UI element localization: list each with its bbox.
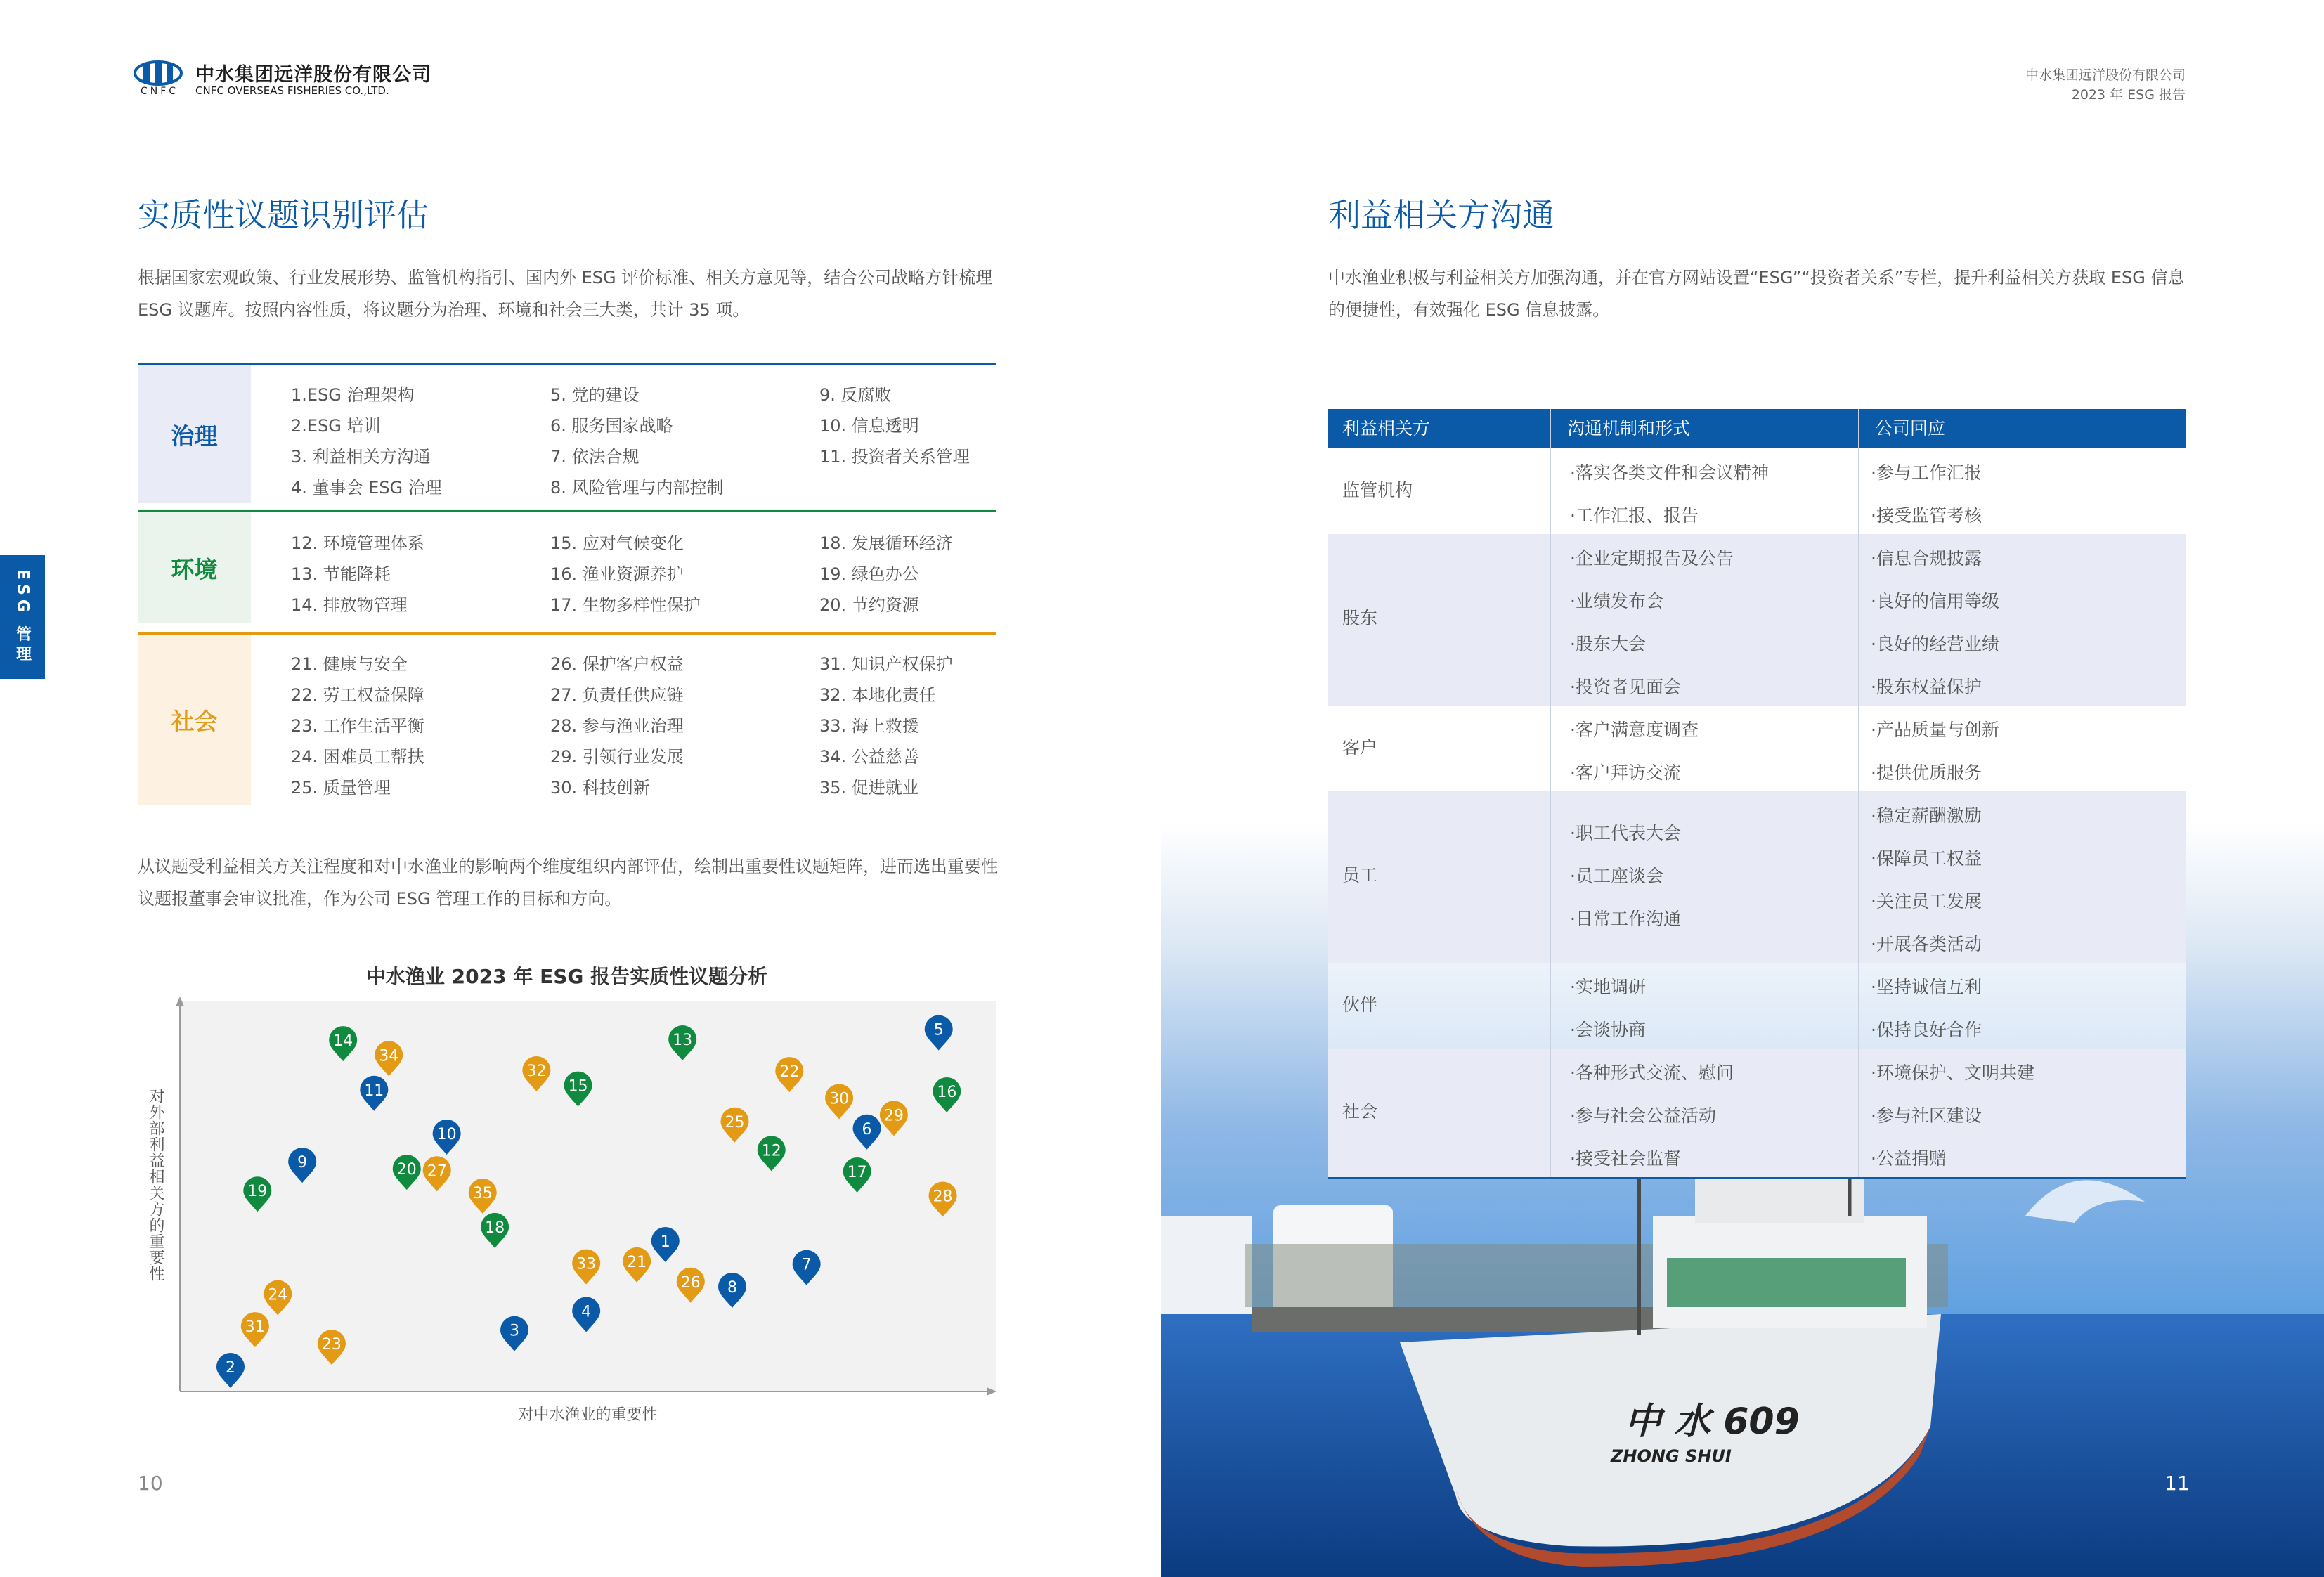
issue-pin-label: 27 (427, 1162, 447, 1181)
issue-pin-label: 35 (472, 1184, 493, 1202)
response-item: ·保持良好合作 (1871, 1020, 1982, 1040)
mechanism-item: ·实地调研 (1570, 977, 1646, 997)
issue-pin-label: 7 (801, 1256, 812, 1274)
column-header-mechanism: 沟通机制和形式 (1567, 418, 1691, 439)
response-item: ·保障员工权益 (1871, 848, 1982, 869)
issue-item: 17. 生物多样性保护 (550, 595, 701, 615)
stakeholder-table (1328, 409, 2186, 1182)
issue-pin-label: 9 (297, 1154, 308, 1172)
stakeholder-intro: 中水渔业积极与利益相关方加强沟通，并在官方网站设置“ESG”“投资者关系”专栏，提升利益相关方获取 ESG 信息的便捷性，有效强化 ESG 信息披露。 (1328, 268, 2185, 320)
table-row (1328, 791, 2186, 963)
issue-item: 28. 参与渔业治理 (550, 716, 684, 736)
company-name-en: CNFC OVERSEAS FISHERIES CO.,LTD. (195, 84, 389, 97)
stakeholder-name: 伙伴 (1342, 994, 1378, 1015)
header-company: 中水集团远洋股份有限公司 (2025, 67, 2186, 83)
stakeholder-name: 监管机构 (1342, 480, 1413, 500)
issue-item: 32. 本地化责任 (819, 685, 936, 705)
issue-item: 15. 应对气候变化 (550, 533, 684, 553)
chart-y-label: 对外部利益相关方的重要性 (147, 1088, 164, 1282)
category-environment: 环境 (138, 512, 251, 623)
mechanism-item: ·客户满意度调查 (1570, 720, 1699, 740)
chart-title: 中水渔业 2023 年 ESG 报告实质性议题分析 (365, 965, 768, 988)
issue-item: 14. 排放物管理 (291, 595, 408, 615)
issue-item: 21. 健康与安全 (291, 654, 408, 674)
issue-item: 3. 利益相关方沟通 (291, 447, 431, 467)
issue-item: 35. 促进就业 (819, 778, 919, 798)
y-axis-arrow-icon (176, 997, 184, 1006)
issue-pin-label: 24 (268, 1286, 288, 1304)
issue-pin-label: 18 (485, 1219, 505, 1237)
table-row (1328, 706, 2186, 791)
issue-item: 13. 节能降耗 (291, 564, 391, 584)
matrix-intro: 从议题受利益相关方关注程度和对中水渔业的影响两个维度组织内部评估，绘制出重要性议题矩阵，进而选出重要性议题报董事会审议批准，作为公司 ESG 管理工作的目标和方向。 (138, 857, 998, 909)
response-item: ·关注员工发展 (1871, 891, 1982, 911)
issue-pin-label: 31 (245, 1318, 265, 1337)
x-axis-arrow-icon (987, 1387, 997, 1396)
page-number-left: 10 (138, 1472, 163, 1495)
mechanism-item: ·股东大会 (1570, 634, 1646, 654)
mechanism-item: ·工作汇报、报告 (1570, 505, 1699, 526)
issue-pin-label: 20 (396, 1161, 417, 1179)
issue-item: 7. 依法合规 (550, 447, 640, 467)
chart-x-label: 对中水渔业的重要性 (518, 1406, 658, 1424)
response-item: ·参与工作汇报 (1871, 462, 1982, 483)
issue-item: 8. 风险管理与内部控制 (550, 478, 724, 498)
issue-item: 20. 节约资源 (819, 595, 919, 615)
mechanism-item: ·会谈协商 (1570, 1020, 1646, 1040)
issue-pin-label: 17 (847, 1163, 867, 1181)
mechanism-item: ·业绩发布会 (1570, 591, 1663, 611)
stakeholder-name: 股东 (1342, 608, 1378, 628)
response-item: ·稳定薪酬激励 (1871, 805, 1982, 826)
response-item: ·股东权益保护 (1871, 677, 1982, 697)
issue-pin-label: 22 (779, 1063, 800, 1082)
page-title-materiality: 实质性议题识别评估 (138, 196, 429, 234)
section-side-tab[interactable]: ESG 管理 (0, 555, 45, 679)
issue-item: 24. 困难员工帮扶 (291, 747, 424, 767)
page-title-stakeholder: 利益相关方沟通 (1328, 196, 1554, 234)
issue-item: 18. 发展循环经济 (819, 533, 953, 553)
mechanism-item: ·企业定期报告及公告 (1570, 548, 1734, 569)
materiality-intro: 根据国家宏观政策、行业发展形势、监管机构指引、国内外 ESG 评价标准、相关方意见等，结合公司战略方针梳理 ESG 议题库。按照内容性质，将议题分为治理、环境和社会三大类，共计 35 项。 (138, 268, 993, 320)
issue-pin-label: 4 (581, 1303, 592, 1321)
stakeholder-name: 客户 (1342, 737, 1378, 758)
issue-pin-label: 30 (829, 1090, 850, 1108)
issue-item: 34. 公益慈善 (819, 747, 919, 767)
category-society: 社会 (138, 635, 251, 805)
table-row (1328, 448, 2186, 534)
issue-item: 22. 劳工权益保障 (291, 685, 424, 705)
issue-pin-label: 1 (660, 1233, 670, 1251)
issue-pin-label: 11 (364, 1082, 384, 1100)
issue-item: 16. 渔业资源养护 (550, 564, 684, 584)
issue-pin-label: 5 (933, 1021, 944, 1039)
issue-pin-label: 15 (568, 1077, 588, 1096)
issue-item: 30. 科技创新 (550, 778, 650, 798)
issue-pin-label: 32 (526, 1062, 547, 1080)
stakeholder-name: 员工 (1342, 865, 1378, 885)
column-header-stakeholder: 利益相关方 (1342, 418, 1431, 439)
response-item: ·环境保护、文明共建 (1871, 1063, 2034, 1083)
issue-pin-label: 2 (225, 1358, 235, 1377)
issue-pin-label: 8 (727, 1278, 737, 1297)
mechanism-item: ·落实各类文件和会议精神 (1570, 462, 1769, 483)
logo-abbreviation: CNFC (141, 86, 179, 97)
issue-pin-label: 19 (247, 1183, 268, 1201)
issue-item: 26. 保护客户权益 (550, 654, 684, 674)
issue-item: 33. 海上救援 (819, 716, 919, 736)
issue-item: 25. 质量管理 (291, 778, 391, 798)
response-item: ·接受监管考核 (1871, 505, 1982, 526)
category-governance: 治理 (138, 365, 251, 503)
issue-item: 1.ESG 治理架构 (291, 385, 415, 405)
response-item: ·良好的经营业绩 (1871, 634, 1999, 654)
issue-item: 19. 绿色办公 (819, 564, 919, 584)
column-header-response: 公司回应 (1875, 418, 1946, 439)
issue-item: 10. 信息透明 (819, 416, 919, 436)
stakeholder-name: 社会 (1342, 1101, 1378, 1122)
issue-item: 29. 引领行业发展 (550, 747, 684, 767)
column-divider (1550, 409, 1551, 1177)
ship-hull-number: 中 水 609 (1625, 1401, 1800, 1443)
response-item: ·参与社区建设 (1871, 1105, 1982, 1126)
issue-pin-label: 25 (725, 1113, 745, 1131)
issue-pin-label: 3 (509, 1322, 520, 1340)
column-divider (1858, 409, 1859, 1177)
issue-pin-label: 13 (673, 1032, 693, 1050)
issue-item: 12. 环境管理体系 (291, 533, 424, 553)
issue-pin-label: 34 (379, 1047, 399, 1065)
issue-pin-label: 14 (333, 1032, 353, 1051)
issue-item: 23. 工作生活平衡 (291, 716, 424, 736)
issue-pin-label: 10 (436, 1126, 457, 1144)
response-item: ·良好的信用等级 (1871, 591, 1999, 611)
issue-pin-label: 26 (680, 1273, 701, 1292)
issue-pin-label: 28 (933, 1188, 953, 1206)
issue-pin-label: 23 (321, 1336, 342, 1354)
mechanism-item: ·客户拜访交流 (1570, 762, 1681, 783)
table-row (1328, 963, 2186, 1049)
company-name-cn: 中水集团远洋股份有限公司 (195, 64, 431, 86)
mechanism-item: ·接受社会监督 (1570, 1148, 1681, 1169)
mechanism-item: ·职工代表大会 (1570, 823, 1681, 843)
table-row (1328, 1049, 2186, 1179)
issue-pin-label: 33 (576, 1255, 597, 1273)
issue-item: 6. 服务国家战略 (550, 416, 673, 436)
header-report-year: 2023 年 ESG 报告 (2071, 87, 2186, 103)
mechanism-item: ·日常工作沟通 (1570, 909, 1681, 929)
response-item: ·信息合规披露 (1871, 548, 1982, 569)
response-item: ·产品质量与创新 (1871, 720, 1999, 740)
response-item: ·开展各类活动 (1871, 934, 1982, 954)
issue-pin-label: 6 (862, 1120, 872, 1138)
table-header-row (1328, 409, 2186, 448)
issue-item: 5. 党的建设 (550, 385, 640, 405)
mechanism-item: ·投资者见面会 (1570, 677, 1681, 697)
page-number-right: 11 (2164, 1472, 2190, 1495)
issue-pin-label: 21 (627, 1253, 647, 1271)
issue-item: 9. 反腐败 (819, 385, 892, 405)
response-item: ·坚持诚信互利 (1871, 977, 1982, 997)
issue-item: 31. 知识产权保护 (819, 654, 953, 674)
response-item: ·公益捐赠 (1871, 1148, 1947, 1169)
issue-pin-label: 16 (937, 1083, 957, 1101)
ship-hull-name: ZHONG SHUI (1611, 1446, 1732, 1466)
issue-pin-label: 12 (761, 1142, 781, 1160)
issue-item: 11. 投资者关系管理 (819, 447, 970, 467)
mechanism-item: ·参与社会公益活动 (1570, 1105, 1716, 1126)
table-row (1328, 534, 2186, 706)
response-item: ·提供优质服务 (1871, 762, 1982, 783)
mechanism-item: ·各种形式交流、慰问 (1570, 1063, 1734, 1083)
issue-item: 4. 董事会 ESG 治理 (291, 478, 442, 498)
issue-item: 27. 负责任供应链 (550, 685, 684, 705)
mechanism-item: ·员工座谈会 (1570, 866, 1663, 886)
issue-pin-label: 29 (883, 1107, 904, 1125)
issue-item: 2.ESG 培训 (291, 416, 381, 436)
